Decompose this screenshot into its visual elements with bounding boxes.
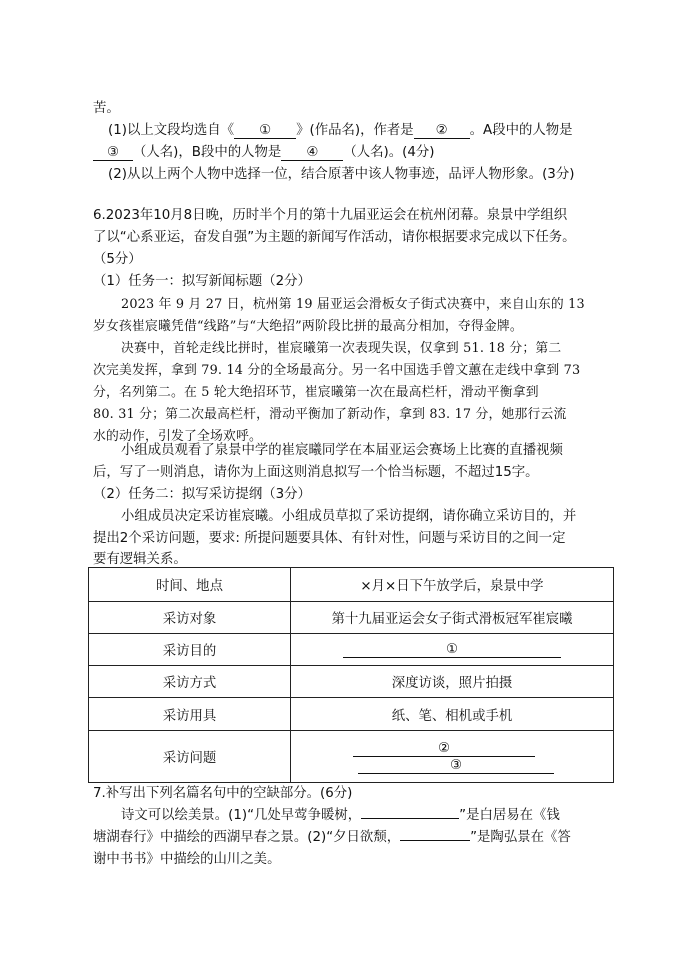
blank-1: ① xyxy=(234,123,296,139)
news-line2: 岁女孩崔宸曦凭借“线路”与“大绝招”两阶段比拼的最高分相加，夺得金牌。 xyxy=(93,319,523,334)
q5-line2-a: （人名)，B段中的人物是 xyxy=(133,145,282,160)
news-line6: 80. 31 分；第二次最高栏杆，滑动平衡加了新动作，拿到 83. 17 分，她那行云流 xyxy=(93,407,567,422)
q5-line3: (2)从以上两个人物中选择一位，结合原著中该人物事迹，品评人物形象。(3分) xyxy=(108,167,575,182)
table-row xyxy=(89,602,614,634)
q7-line2 xyxy=(121,806,688,825)
poem-blank-1 xyxy=(361,818,459,819)
blank-2: ② xyxy=(414,123,470,139)
row-value-time-place: ×月×日下午放学后，泉景中学 xyxy=(291,568,614,602)
question-blank-2: ② xyxy=(353,742,535,757)
q7-line4: 谢中书书》中描绘的山川之美。 xyxy=(93,852,281,867)
q5-line1-a: (1)以上文段均选自《 xyxy=(108,123,235,138)
task2-prompt-line1: 小组成员决定采访崔宸曦。小组成员草拟了采访提纲，请你确立采访目的，并 xyxy=(121,509,577,524)
row-value-purpose xyxy=(291,634,614,666)
q5-tail: 苦。 xyxy=(93,101,120,116)
q7-line2-a: 诗文可以绘美景。(1)“几处早莺争暖树， xyxy=(121,808,362,823)
interview-outline-table xyxy=(88,567,614,783)
task2-heading: （2）任务二：拟写采访提纲（3分） xyxy=(93,487,311,502)
news-line3: 决赛中，首轮走线比拼时，崔宸曦第一次表现失误，仅拿到 51. 18 分；第二 xyxy=(121,341,562,356)
row-value-tools: 纸、笔、相机或手机 xyxy=(291,698,614,731)
table-row xyxy=(89,568,614,602)
news-line5: 分，名列第二。在 5 轮大绝招环节，崔宸曦第一次在最高栏杆，滑动平衡拿到 xyxy=(93,385,539,400)
q5-line2-b: （人名)。(4分) xyxy=(343,145,435,160)
poem-blank-2 xyxy=(400,840,470,841)
row-value-method: 深度访谈，照片拍摄 xyxy=(291,666,614,698)
news-line4: 次完美发挥，拿到 79. 14 分的全场最高分。另一名中国选手曾文蕙在走线中拿到 73 xyxy=(93,363,581,378)
row-label-questions: 采访问题 xyxy=(89,731,291,783)
task2-prompt-line3: 要有逻辑关系。 xyxy=(93,552,187,567)
q5-line1-b: 》(作品名)，作者是 xyxy=(296,123,414,138)
q5-line1 xyxy=(108,121,688,140)
q7-line3-a: 塘湖春行》中描绘的西湖早春之景。(2)“夕日欲颓， xyxy=(93,830,401,845)
row-label-purpose: 采访目的 xyxy=(89,634,291,666)
row-label-subject: 采访对象 xyxy=(89,602,291,634)
news-line1: 2023 年 9 月 27 日，杭州第 19 届亚运会滑板女子街式决赛中，来自山东的 13 xyxy=(121,297,585,312)
table-row xyxy=(89,634,614,666)
question-blank-3: ③ xyxy=(358,759,554,774)
task1-heading: （1）任务一：拟写新闻标题（2分） xyxy=(93,274,311,289)
q5-line2 xyxy=(93,143,688,162)
task1-prompt-line1: 小组成员观看了泉景中学的崔宸曦同学在本届亚运会赛场上比赛的直播视频 xyxy=(121,443,563,458)
news-line7: 水的动作，引发了全场欢呼。 xyxy=(93,429,262,444)
q7-line3-b: ”是陶弘景在《答 xyxy=(470,830,571,845)
row-label-time-place: 时间、地点 xyxy=(89,568,291,602)
task1-prompt-line2: 后，写了一则消息，请你为上面这则消息拟写一个恰当标题，不超过15字。 xyxy=(93,465,539,480)
q6-line3: （5分） xyxy=(93,252,142,267)
q7-heading: 7.补写出下列名篇名句中的空缺部分。(6分) xyxy=(93,786,353,801)
row-value-subject: 第十九届亚运会女子街式滑板冠军崔宸曦 xyxy=(291,602,614,634)
row-value-questions xyxy=(291,731,614,783)
q6-line1: 6.2023年10月8日晚，历时半个月的第十九届亚运会在杭州闭幕。泉景中学组织 xyxy=(93,208,568,223)
blank-4: ④ xyxy=(281,145,343,161)
row-label-tools: 采访用具 xyxy=(89,698,291,731)
task2-prompt-line2: 提出2个采访问题，要求: 所提问题要具体、有针对性，问题与采访目的之间一定 xyxy=(93,531,566,546)
table-row xyxy=(89,698,614,731)
q5-line1-c: 。A段中的人物是 xyxy=(469,123,573,138)
q7-line2-b: ”是白居易在《钱 xyxy=(459,808,560,823)
q7-line3 xyxy=(93,828,688,847)
table-row xyxy=(89,731,614,783)
row-label-method: 采访方式 xyxy=(89,666,291,698)
table-row xyxy=(89,666,614,698)
purpose-blank-1: ① xyxy=(343,643,561,658)
q6-line2: 了以“心系亚运，奋发自强”为主题的新闻写作活动，请你根据要求完成以下任务。 xyxy=(93,230,576,245)
blank-3: ③ xyxy=(93,145,133,161)
